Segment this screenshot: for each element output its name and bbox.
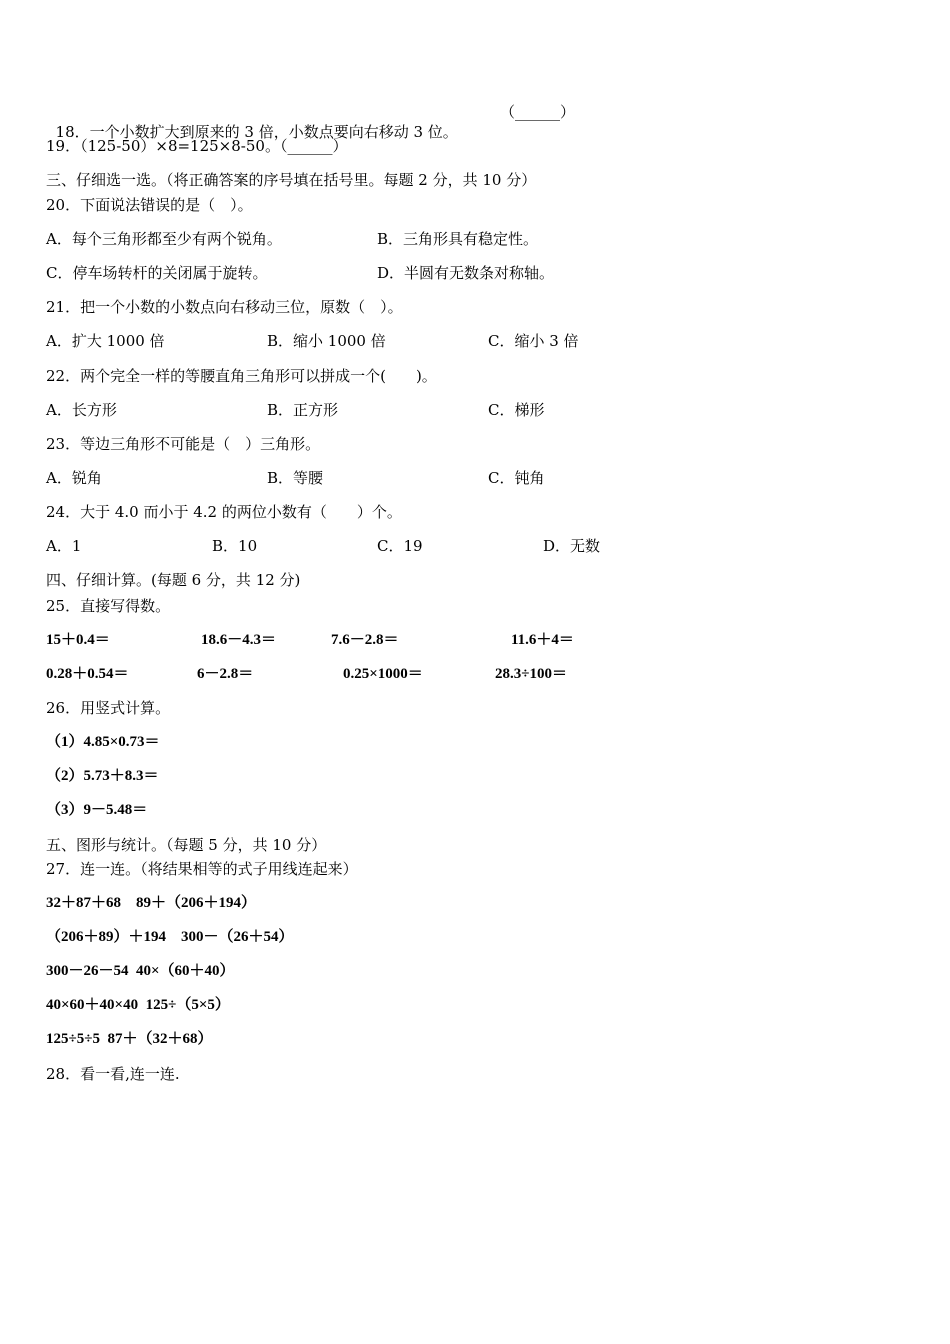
question-20-option-a[interactable]: A．每个三角形都至少有两个锐角。 bbox=[46, 230, 282, 248]
question-24-option-c[interactable]: C．19 bbox=[377, 537, 423, 555]
question-23-stem: 23．等边三角形不可能是（ ）三角形。 bbox=[46, 435, 321, 453]
calc-item: 0.25×1000＝ bbox=[343, 666, 423, 682]
question-22-option-c[interactable]: C．梯形 bbox=[488, 401, 545, 419]
section-4-title: 四、仔细计算。(每题 6 分，共 12 分) bbox=[46, 571, 301, 589]
match-row: 300－26－54 40×（60＋40） bbox=[46, 963, 235, 979]
question-20-stem: 20．下面说法错误的是（ ）。 bbox=[46, 196, 253, 214]
calc-item: 28.3÷100＝ bbox=[495, 666, 567, 682]
question-19: 19．（125-50）×8=125×8-50。（______） bbox=[46, 137, 348, 155]
question-18-answer-blank[interactable]: （______） bbox=[500, 103, 576, 121]
question-20-option-d[interactable]: D．半圆有无数条对称轴。 bbox=[377, 264, 555, 282]
question-21-option-b[interactable]: B．缩小 1000 倍 bbox=[267, 332, 386, 350]
match-row: 32＋87＋68 89＋（206＋194） bbox=[46, 895, 257, 911]
question-25-stem: 25．直接写得数。 bbox=[46, 597, 171, 615]
question-22-option-b[interactable]: B．正方形 bbox=[267, 401, 339, 419]
question-27-stem: 27．连一连。（将结果相等的式子用线连起来） bbox=[46, 860, 358, 878]
question-20-option-c[interactable]: C．停车场转杆的关闭属于旋转。 bbox=[46, 264, 268, 282]
match-row: 125÷5÷5 87＋（32＋68） bbox=[46, 1031, 213, 1047]
calc-item: 7.6－2.8＝ bbox=[331, 632, 399, 648]
question-21-stem: 21．把一个小数的小数点向右移动三位，原数（ ）。 bbox=[46, 298, 403, 316]
calc-item: 11.6＋4＝ bbox=[511, 632, 574, 648]
section-5-title: 五、图形与统计。（每题 5 分，共 10 分） bbox=[46, 836, 327, 854]
question-21-option-a[interactable]: A．扩大 1000 倍 bbox=[46, 332, 165, 350]
section-3-title: 三、仔细选一选。（将正确答案的序号填在括号里。每题 2 分，共 10 分） bbox=[46, 171, 537, 189]
question-23-option-c[interactable]: C．钝角 bbox=[488, 469, 545, 487]
match-row: 40×60＋40×40 125÷（5×5） bbox=[46, 997, 230, 1013]
calc-item: 15＋0.4＝ bbox=[46, 632, 110, 648]
question-24-stem: 24．大于 4.0 而小于 4.2 的两位小数有（ ）个。 bbox=[46, 503, 402, 521]
question-23-option-b[interactable]: B．等腰 bbox=[267, 469, 324, 487]
question-21-option-c[interactable]: C．缩小 3 倍 bbox=[488, 332, 579, 350]
vertical-calc-item: （2）5.73＋8.3＝ bbox=[46, 768, 159, 784]
question-20-option-b[interactable]: B．三角形具有稳定性。 bbox=[377, 230, 539, 248]
calc-item: 6－2.8＝ bbox=[197, 666, 254, 682]
question-23-option-a[interactable]: A．锐角 bbox=[46, 469, 102, 487]
question-24-option-a[interactable]: A．1 bbox=[46, 537, 82, 555]
vertical-calc-item: （3）9－5.48＝ bbox=[46, 802, 148, 818]
calc-item: 0.28＋0.54＝ bbox=[46, 666, 129, 682]
match-row: （206＋89）＋194 300－（26＋54） bbox=[46, 929, 294, 945]
question-22-stem: 22．两个完全一样的等腰直角三角形可以拼成一个( )。 bbox=[46, 367, 437, 385]
question-18-text: 18．一个小数扩大到原来的 3 倍，小数点要向右移动 3 位。 bbox=[55, 123, 458, 141]
question-26-stem: 26．用竖式计算。 bbox=[46, 699, 171, 717]
vertical-calc-item: （1）4.85×0.73＝ bbox=[46, 734, 160, 750]
question-24-option-b[interactable]: B．10 bbox=[212, 537, 258, 555]
question-22-option-a[interactable]: A．长方形 bbox=[46, 401, 117, 419]
question-28-stem: 28．看一看,连一连. bbox=[46, 1065, 180, 1083]
calc-item: 18.6－4.3＝ bbox=[201, 632, 277, 648]
question-24-option-d[interactable]: D．无数 bbox=[543, 537, 601, 555]
